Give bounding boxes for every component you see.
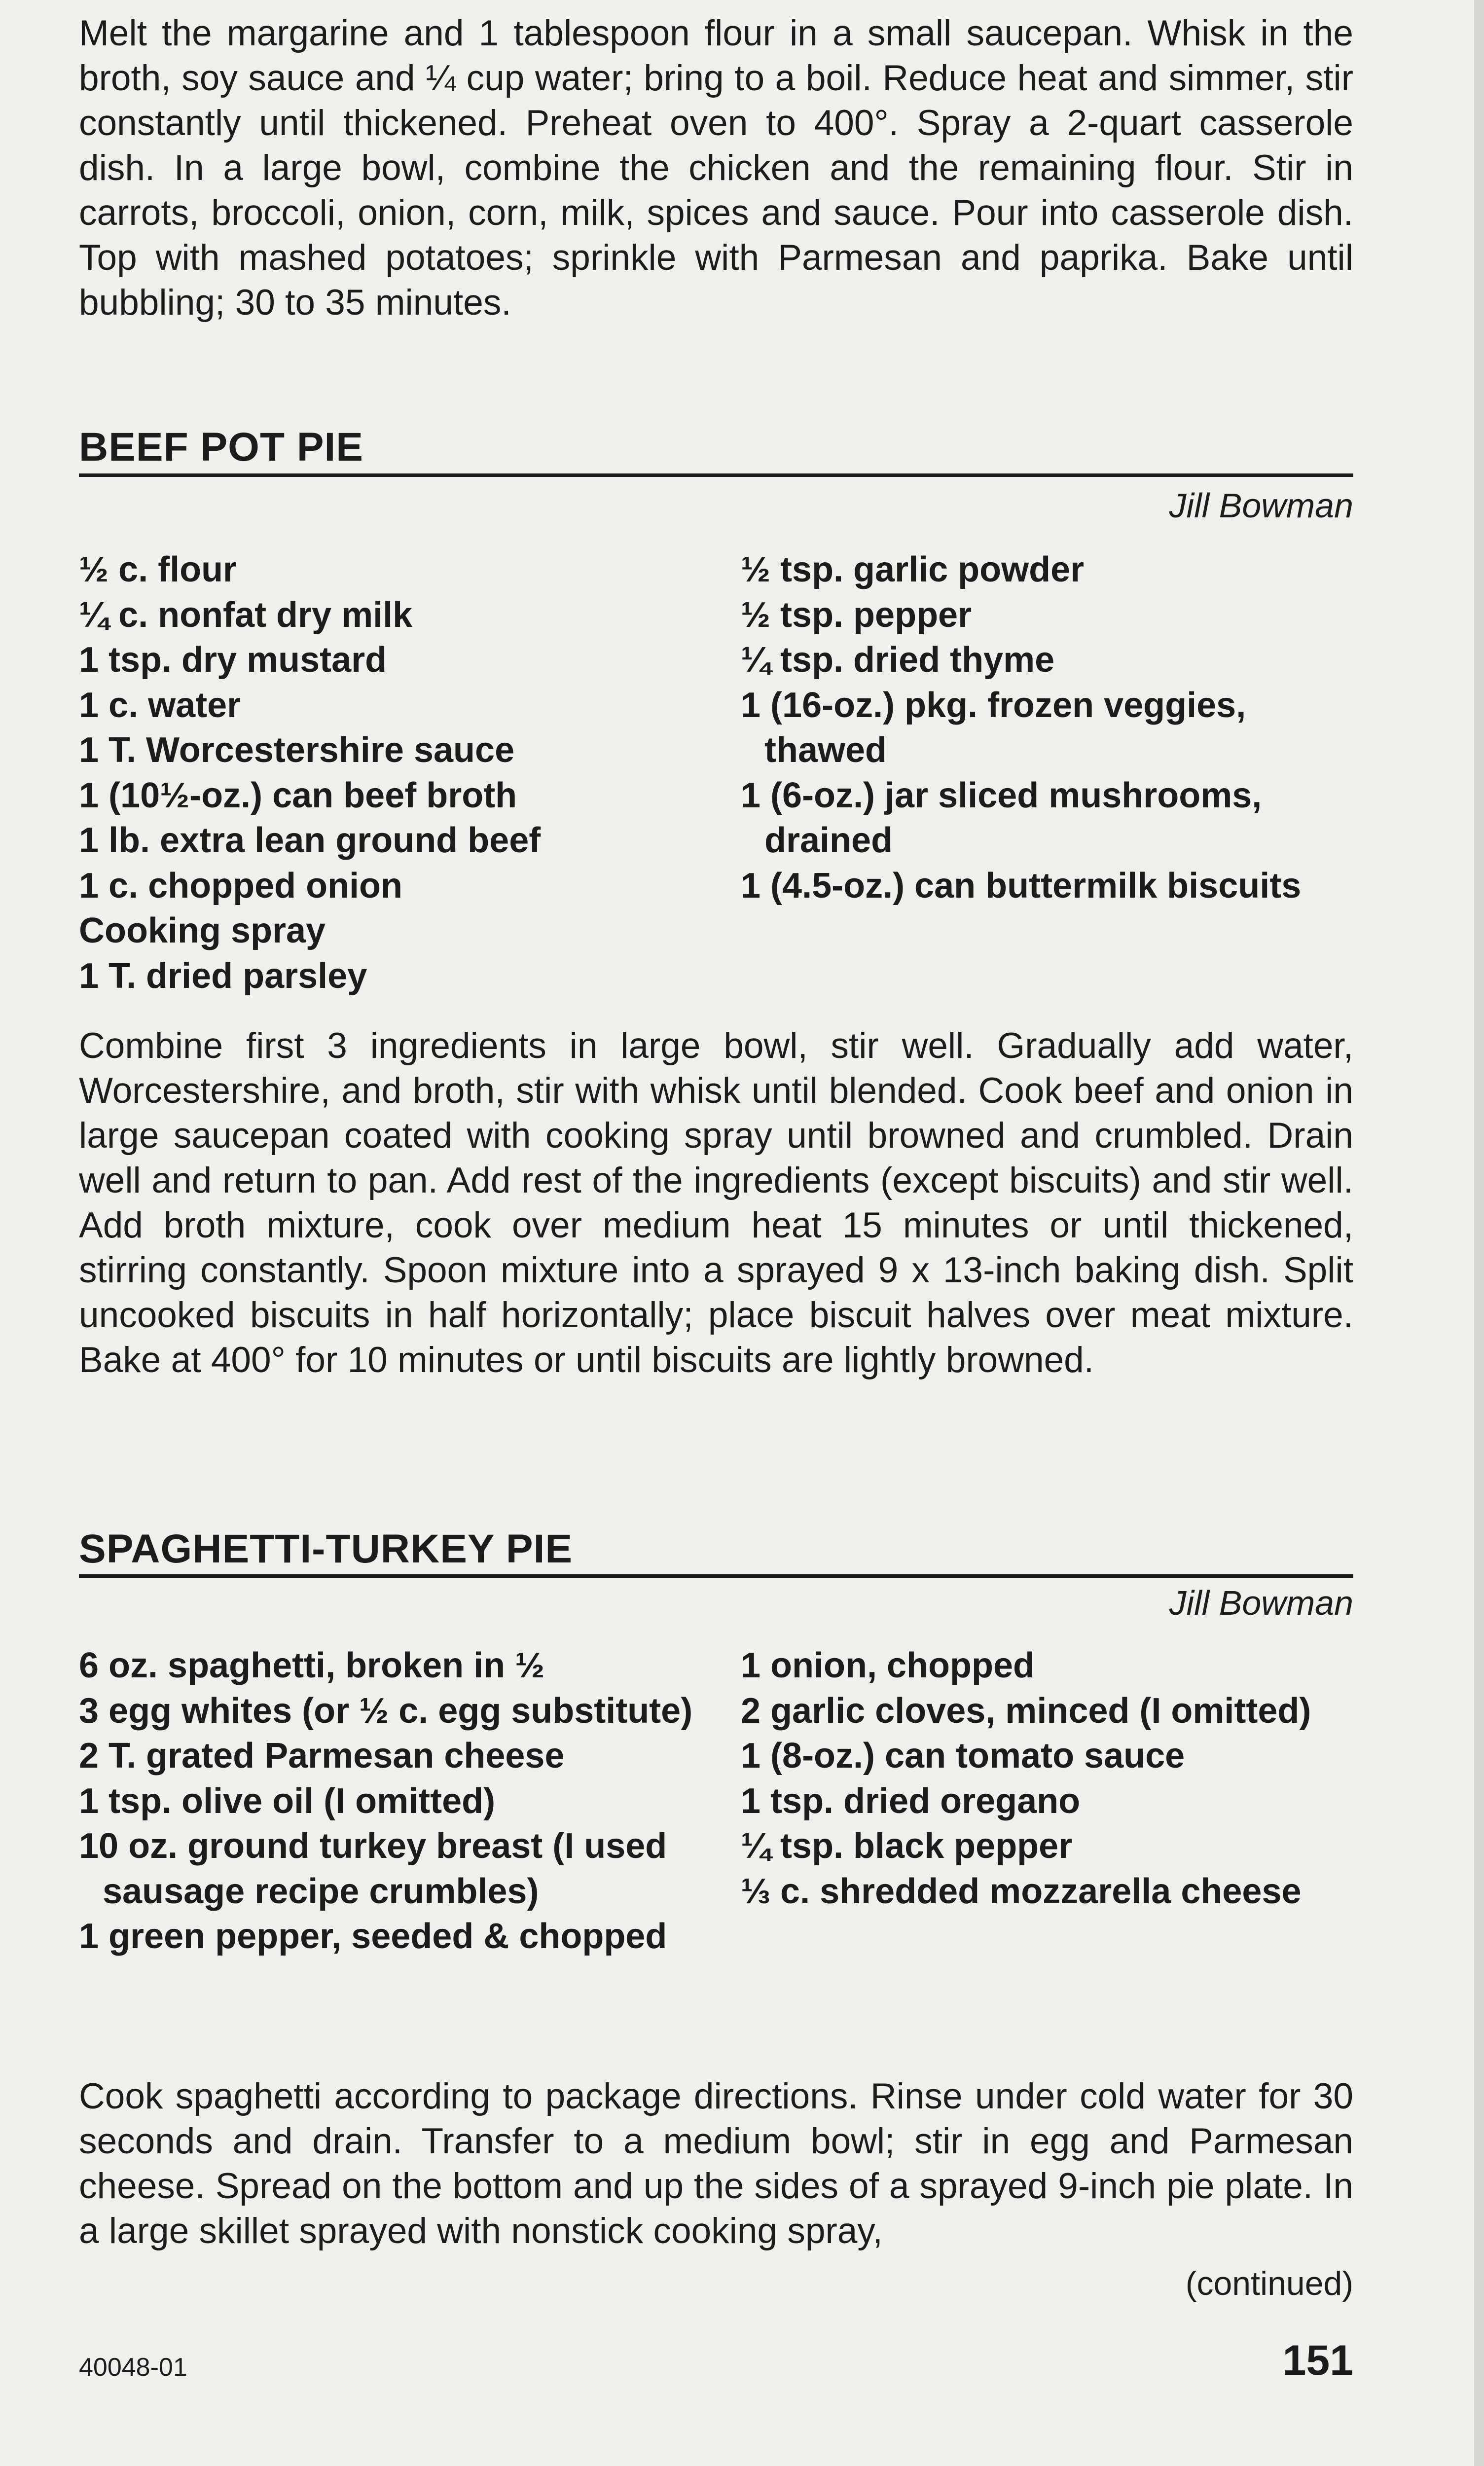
ingredient-item: 1 green pepper, seeded & chopped xyxy=(79,1917,667,1956)
ingredient-item: 3 egg whites (or ½ c. egg substitute) xyxy=(79,1691,693,1731)
ingredient-item: 6 oz. spaghetti, broken in ½ xyxy=(79,1646,545,1685)
ingredient-item: 1 tsp. dry mustard xyxy=(79,640,387,680)
ingredient-item: 1 (8-oz.) can tomato sauce xyxy=(741,1736,1185,1776)
ingredient-item: 1 onion, chopped xyxy=(741,1646,1035,1685)
ingredient-item: ¼ tsp. black pepper xyxy=(741,1826,1073,1866)
ingredient-item: 1 (6-oz.) jar sliced mushrooms, drained xyxy=(741,775,1262,860)
ingredient-item: 1 (16-oz.) pkg. frozen veggies, thawed xyxy=(741,685,1246,770)
ingredient-item: 2 T. grated Parmesan cheese xyxy=(79,1736,565,1776)
ingredient-item: 1 T. Worcestershire sauce xyxy=(79,730,515,770)
footer-code: 40048-01 xyxy=(79,2353,187,2382)
ingredient-item: ½ c. flour xyxy=(79,550,237,589)
recipe-author: Jill Bowman xyxy=(1169,1584,1353,1622)
ingredients-right-column xyxy=(741,1643,1357,1914)
ingredient-item: 1 lb. extra lean ground beef xyxy=(79,821,541,860)
ingredient-item: ⅓ c. shredded mozzarella cheese xyxy=(741,1871,1302,1911)
recipe-author: Jill Bowman xyxy=(1169,486,1353,525)
ingredient-item: 10 oz. ground turkey breast (I used sausage recipe crumbles) xyxy=(79,1826,667,1911)
page-spine-edge xyxy=(1474,0,1484,2466)
ingredient-item: 1 tsp. olive oil (I omitted) xyxy=(79,1781,496,1821)
ingredient-item: Cooking spray xyxy=(79,911,326,950)
recipe-directions: Combine first 3 ingredients in large bowl, stir well. Gradually add water, Worcestershire, and broth, stir with whisk until blended. Cook beef and onion in large saucepan coated with cooking spray until browned and crumbled. Drain well and return to pan. Add rest of the ingredients (except biscuits) and stir well. Add broth mixture, cook over medium heat 15 minutes or until thickened, stirring constantly. Spoon mixture into a sprayed 9 x 13-inch baking dish. Split uncooked biscuits in half horizontally; place biscuit halves over meat mixture. Bake at 400° for 10 minutes or until biscuits are lightly browned. xyxy=(79,1026,1353,1380)
ingredients-right-column xyxy=(741,547,1357,908)
ingredient-item: ¼ c. nonfat dry milk xyxy=(79,595,413,635)
recipe-title-beef-pot-pie: BEEF POT PIE xyxy=(79,425,363,470)
ingredients-left-column xyxy=(79,547,720,999)
title-divider-rule xyxy=(79,473,1353,477)
ingredient-item: 1 (4.5-oz.) can buttermilk biscuits xyxy=(741,866,1302,906)
page-number: 151 xyxy=(1282,2337,1353,2384)
title-divider-rule xyxy=(79,1574,1353,1578)
ingredient-item: ½ tsp. pepper xyxy=(741,595,972,635)
ingredient-item: ¼ tsp. dried thyme xyxy=(741,640,1055,680)
ingredient-item: 1 tsp. dried oregano xyxy=(741,1781,1081,1821)
ingredient-item: 1 (10½-oz.) can beef broth xyxy=(79,775,517,815)
recipe-directions: Cook spaghetti according to package directions. Rinse under cold water for 30 seconds and drain. Transfer to a medium bowl; stir in egg and Parmesan cheese. Spread on the bottom and up the sides of a sprayed 9-inch pie plate. In a large skillet sprayed with nonstick cooking spray, xyxy=(79,2076,1353,2251)
continued-label: (continued) xyxy=(1185,2265,1353,2302)
ingredient-item: 1 T. dried parsley xyxy=(79,956,367,996)
ingredient-item: 1 c. water xyxy=(79,685,241,725)
ingredient-item: ½ tsp. garlic powder xyxy=(741,550,1085,589)
recipe-title-spaghetti-turkey-pie: SPAGHETTI-TURKEY PIE xyxy=(79,1526,573,1571)
ingredient-item: 1 c. chopped onion xyxy=(79,866,403,906)
ingredient-item: 2 garlic cloves, minced (I omitted) xyxy=(741,1691,1311,1731)
intro-directions-paragraph: Melt the margarine and 1 tablespoon flour in a small saucepan. Whisk in the broth, soy sauce and ¼ cup water; bring to a boil. Reduce heat and simmer, stir constantly until thickened. Preheat oven to 400°. Spray a 2-quart casserole dish. In a large bowl, combine the chicken and the remaining flour. Stir in carrots, broccoli, onion, corn, milk, spices and sauce. Pour into casserole dish. Top with mashed potatoes; sprinkle with Parmesan and paprika. Bake until bubbling; 30 to 35 minutes. xyxy=(79,13,1353,323)
ingredients-left-column xyxy=(79,1643,710,1959)
